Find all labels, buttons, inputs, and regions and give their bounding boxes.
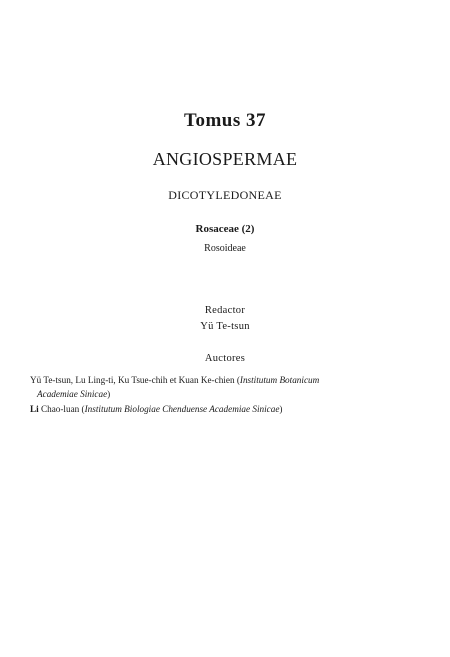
institute-name: Institutum Botanicum	[239, 375, 320, 385]
volume-title: Tomus 37	[184, 110, 266, 131]
author-names: Yü Te-tsun, Lu Ling-ti, Ku Tsue-chih et Kuan Ke-chien (	[30, 375, 240, 385]
redactor-name: Yü Te-tsun	[200, 321, 250, 332]
closing-paren: )	[107, 389, 111, 399]
closing-paren: )	[279, 404, 283, 414]
author-names: Chao-luan (	[38, 404, 85, 414]
institute-name: Institutum Biologiae Chenduense Academiae Sinicae	[84, 404, 280, 414]
redactor-label: Redactor	[204, 305, 246, 316]
auctores-label: Auctores	[204, 353, 246, 364]
author-surname: Li	[30, 404, 39, 414]
family-heading: Rosaceae (2)	[195, 223, 255, 235]
class-heading: DICOTYLEDONEAE	[168, 188, 282, 202]
subfamily-heading: Rosoideae	[204, 243, 246, 254]
author-entry-2	[30, 402, 422, 416]
division-heading: ANGIOSPERMAE	[152, 149, 298, 169]
author-entry-1	[30, 373, 422, 401]
institute-name-continued: Academiae Sinicae	[37, 389, 108, 399]
